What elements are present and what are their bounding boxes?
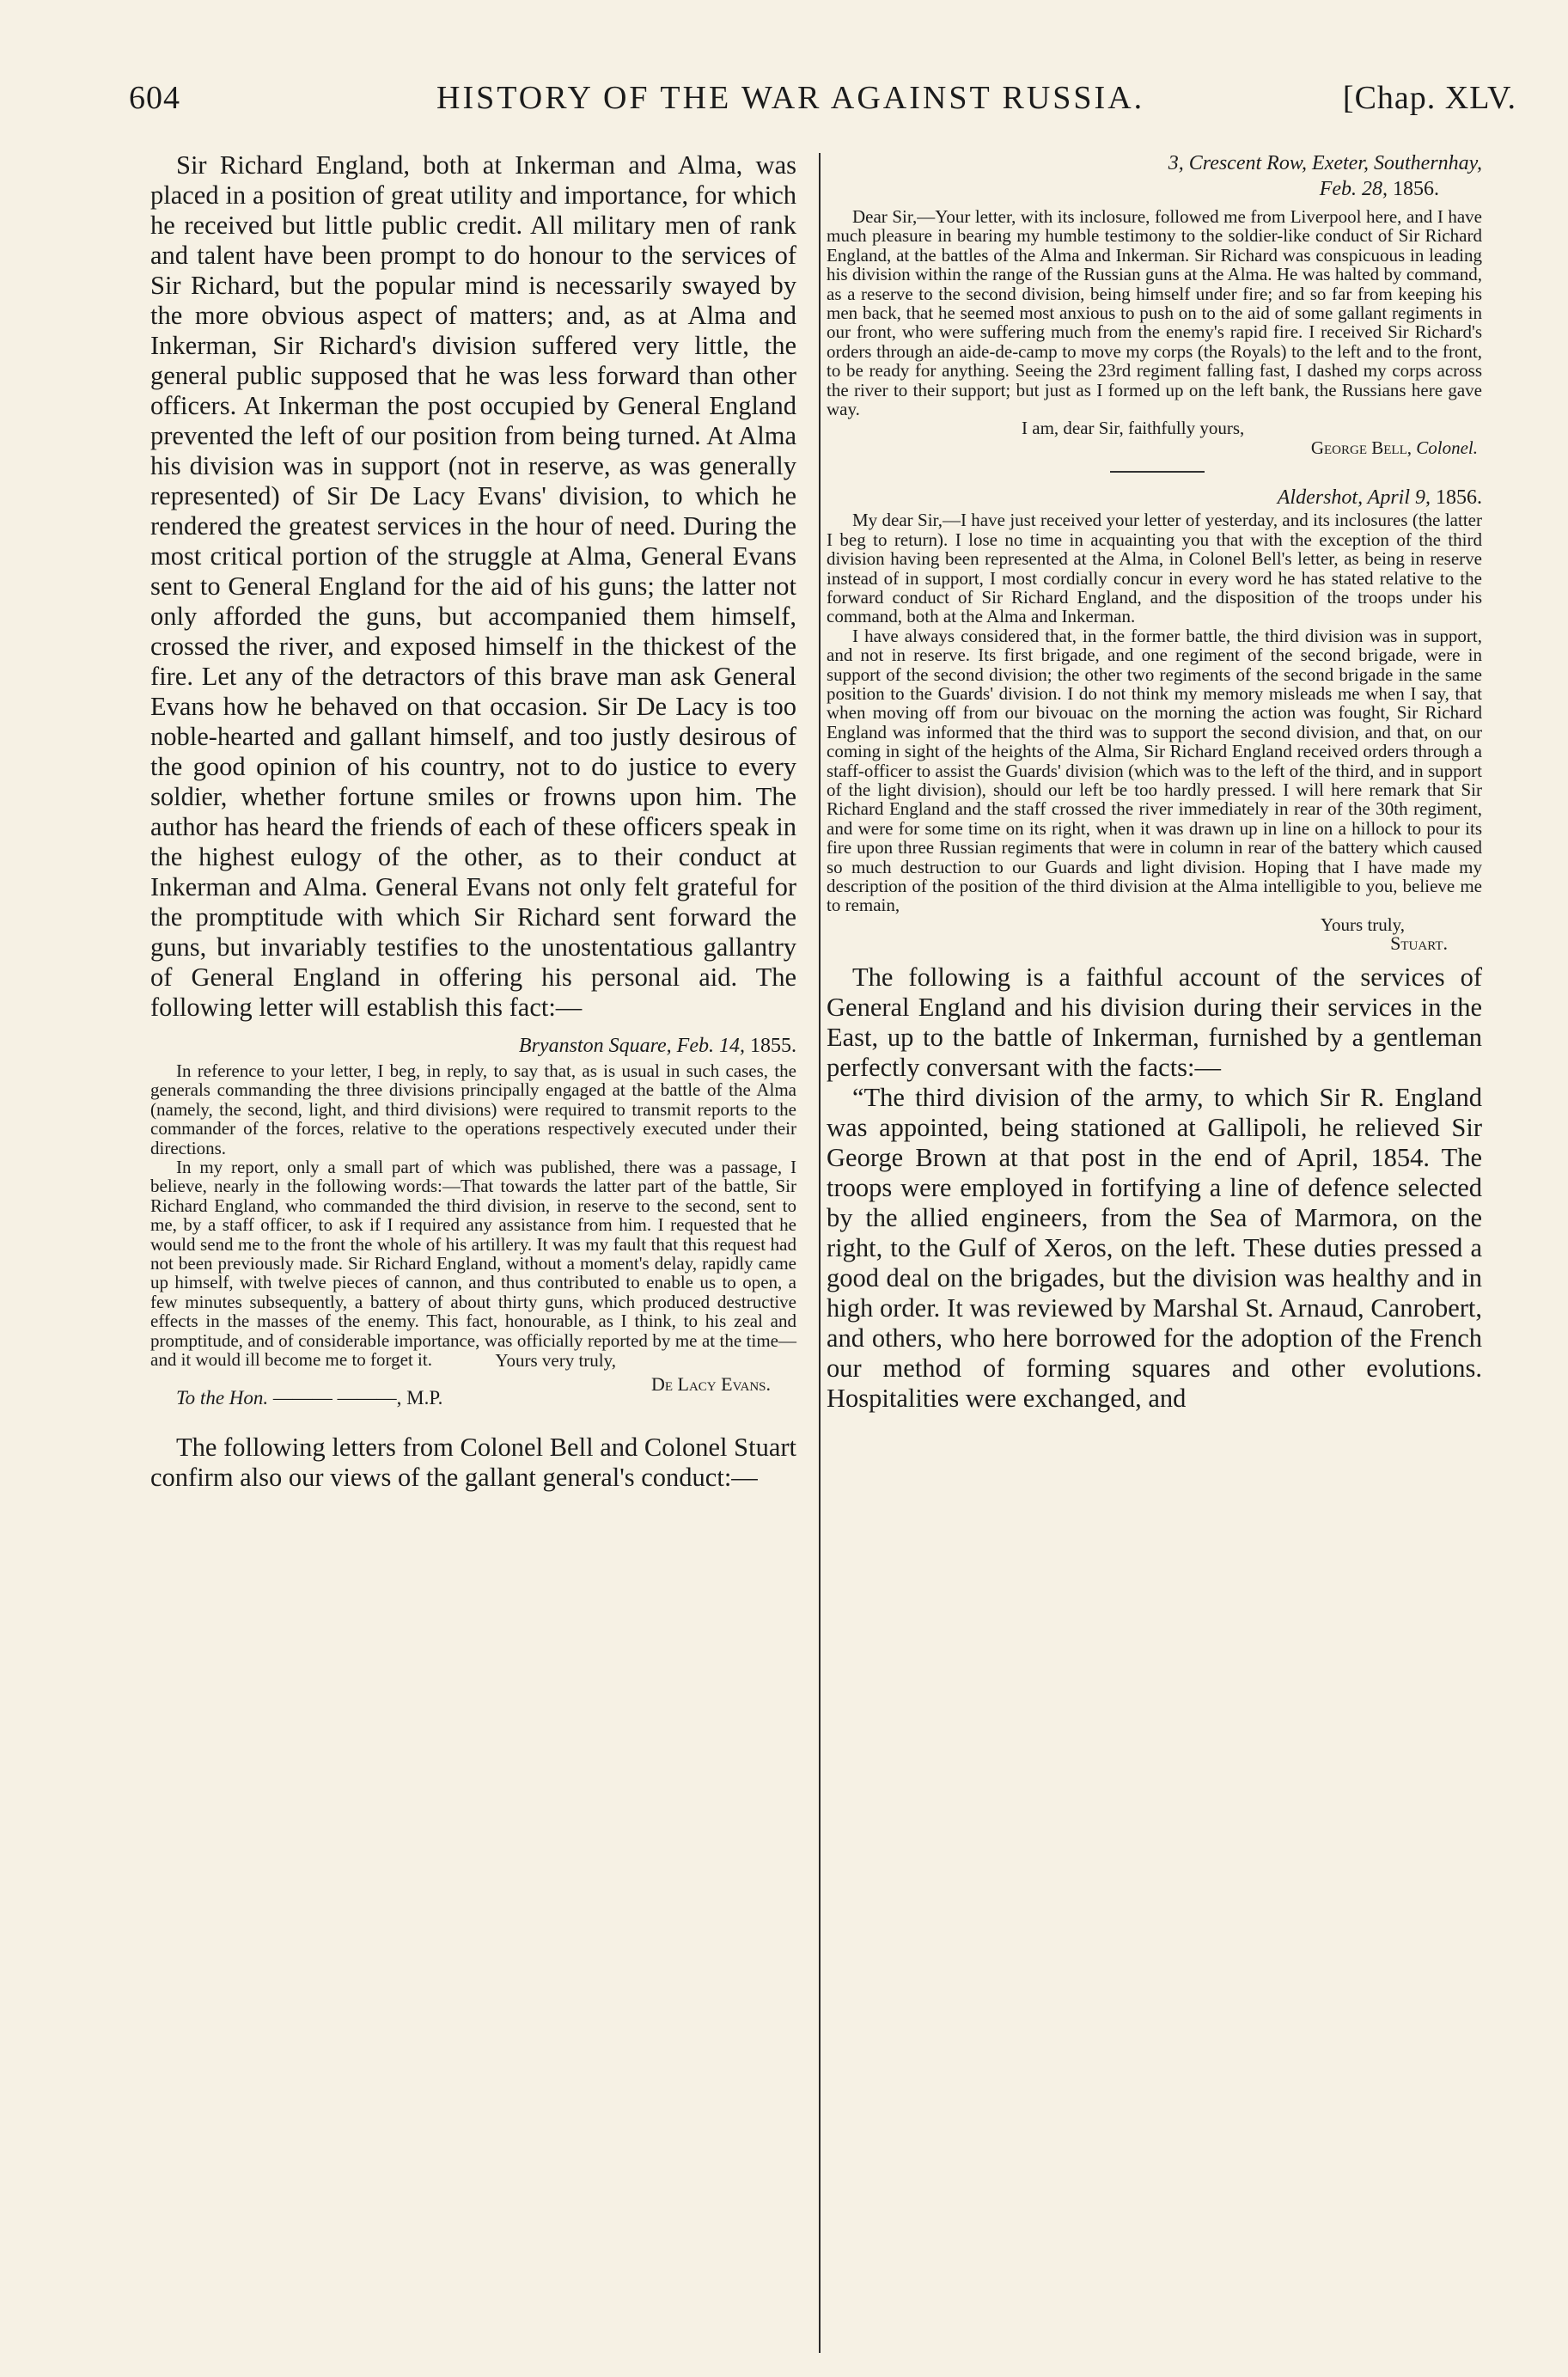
letter-signature	[827, 438, 1482, 457]
letter-paragraph: My dear Sir,—I have just received your letter of yesterday, and its inclosures (the latter I beg to return). I lose no time in acquainting you that with the exception of the third division having been represented at the Alma, in Colonel Bell's letter, as being in reserve instead of in support, I most cordially concur in every word he has stated relative to the forward conduct of Sir Richard England, and the disposition of the troops under his command, both at the Alma and Inkerman.	[827, 510, 1482, 627]
dateline-year: 1856.	[1436, 486, 1482, 510]
letter-paragraph: I have always considered that, in the former battle, the third division was in support, and not in reserve. Its first brigade, and one regiment of the second brigade, were in support of the second division; the other two regiments of the second brigade in the same position to the Guards' division. I do not think my memory misleads me when I say, that when moving off from our bivouac on the morning the action was fought, Sir Richard England was informed that the third was to support the second division, and that, on our coming in sight of the heights of the Alma, Sir Richard England received orders through a staff-officer to assist the Guards' division (which was to the left of the third, and in support of the light division), should our left be too hardly pressed. I will here remark that Sir Richard England and the staff crossed the river immediately in rear of the 30th regiment, and were for some time on its right, when it was drawn up in line on a hillock to pour its fire upon three Russian regiments that were in column in rear of the battery which caused so much destruction to our Guards and light division. Hoping that I have made my description of the position of the third division at the Alma intelligible to you, believe me to remain,	[827, 625, 1482, 916]
dateline-address: 3, Crescent Row, Exeter, Southernhay,	[1168, 152, 1482, 174]
column-divider	[819, 153, 821, 2353]
letter-dateline	[150, 1033, 796, 1059]
letter-signature: De Lacy Evans.	[650, 1372, 771, 1395]
right-column	[827, 150, 1482, 1414]
section-separator	[1110, 471, 1205, 473]
dateline-year: 1855.	[750, 1035, 796, 1057]
letter-closing: Yours truly,	[1320, 914, 1405, 935]
chapter-label: [Chap. XLV.	[1342, 80, 1516, 116]
dateline-year: 1856.	[1393, 178, 1439, 200]
dateline-place: Aldershot, April 9,	[1277, 486, 1431, 510]
letter-paragraph: In reference to your letter, I beg, in reply, to say that, as is usual in such cases, the generals commanding the three divisions principally engaged at the battle of the Alma (namely, the second, light, and third divisions) were required to transmit reports to the commander of the forces, relative to the operations respectively executed under their directions.	[150, 1060, 796, 1158]
running-title: HISTORY OF THE WAR AGAINST RUSSIA.	[436, 80, 1145, 116]
addressee-label: To the Hon.	[176, 1387, 269, 1409]
main-paragraph: Sir Richard England, both at Inkerman and Alma, was placed in a position of great utility and importance, for which he received but little public credit. All military men of rank and talent have been prompt to do honour to the services of Sir Richard, but the popular mind is necessarily swayed by the more obvious aspect of matters; and, as at Alma and Inkerman, Sir Richard's division suffered very little, the general public supposed that he was less forward than other officers. At Inkerman the post occupied by General England prevented the left of our position from being turned. At Alma his division was in support (not in reserve, as was generally represented) of Sir De Lacy Evans' division, to which he rendered the greatest services in the hour of need. During the most critical portion of the struggle at Alma, General Evans sent to General England for the aid of his guns; the latter not only afforded the guns, but accompanied them himself, crossed the river, and exposed himself in the thickest of the fire. Let any of the detractors of this brave man ask General Evans how he behaved on that occasion. Sir De Lacy is too noble-hearted and gallant himself, and too justly desirous of the good opinion of his country, not to do justice to every soldier, whether fortune smiles or frowns upon him. The author has heard the friends of each of these officers speak in the highest eulogy of the other, as to their conduct at Inkerman and Alma. General Evans not only felt grateful for the promptitude with which Sir Richard sent forward the guns, but invariably testifies to the unostentatious gallantry of General England in offering his personal aid. The following letter will establish this fact:—	[150, 150, 796, 1022]
closing-paragraph: The following letters from Colonel Bell and Colonel Stuart confirm also our views of the gallant general's conduct:—	[150, 1432, 796, 1492]
letter-paragraph: Dear Sir,—Your letter, with its inclosure, followed me from Liverpool here, and I have much pleasure in bearing my humble testimony to the soldier-like conduct of Sir Richard England, at the battles of the Alma and Inkerman. Sir Richard was conspicuous in leading his division within the range of the Russian guns at the Alma. He was halted by command, as a reserve to the second division, being himself under fire; and so far from keeping his men back, that he seemed most anxious to push on to the aid of some gallant regiments in our front, who were suffering much from the enemy's rapid fire. I received Sir Richard's orders through an aide-de-camp to move my corps (the Royals) to the left and to the front, to be ready for anything. Seeing the 23rd regiment falling fast, I dashed my corps across the river to their support; but just as I formed up on the left bank, the Russians here gave way.	[827, 206, 1482, 420]
letter-closing: Yours very truly,	[495, 1349, 616, 1371]
running-header	[129, 79, 1516, 131]
left-column	[150, 150, 796, 1493]
intro-paragraph: The following is a faithful account of the services of General England and his division during their services in the East, up to the battle of Inkerman, furnished by a gentleman perfectly conversant with the facts:—	[827, 962, 1482, 1082]
addressee-suffix: M.P.	[406, 1387, 443, 1409]
signature-title: Colonel.	[1416, 437, 1478, 458]
dateline-date: Feb. 28,	[1319, 178, 1388, 200]
letter-closing: I am, dear Sir, faithfully yours,	[1022, 418, 1245, 439]
letter-signature: Stuart.	[1390, 932, 1448, 955]
account-paragraph: “The third division of the army, to which Sir R. England was appointed, being stationed at Gallipoli, he relieved Sir George Brown at that post in the end of April, 1854. The troops were employed in fortifying a line of defence selected by the allied engineers, from the Sea of Marmora, on the right, to the Gulf of Xeros, on the left. These duties pressed a good deal on the brigades, but the division was healthy and in high order. It was reviewed by Marshal St. Arnaud, Canrobert, and others, who here borrowed for the adoption of the French our method of forming squares and other evolutions. Hospitalities were exchanged, and	[827, 1082, 1482, 1413]
signature-name: George Bell,	[1310, 437, 1412, 458]
letter-dateline	[827, 485, 1482, 510]
addressee-blank: ——— ———,	[272, 1387, 402, 1409]
letter-paragraph: In my report, only a small part of which was published, there was a passage, I believe, nearly in the following words:—That towards the latter part of the battle, Sir Richard England, who commanded the third division, in reserve to the second, sent to me, by a staff officer, to ask if I required any assistance from him. I requested that he would send me to the front the whole of his artillery. It was my fault that this request had not been previously made. Sir Richard England, without a moment's delay, rapidly came up himself, with twelve pieces of cannon, and thus contributed to enable us to open, a few minutes subsequently, a battery of about thirty guns, which produced destructive effects in the masses of the enemy. This fact, honourable, as I think, to his zeal and promptitude, and of considerable importance, was officially reported by me at the time—and it would ill become me to forget it.	[150, 1157, 796, 1371]
letter-dateline-date	[827, 176, 1439, 202]
dateline-place: Bryanston Square, Feb. 14,	[518, 1035, 745, 1057]
letter-dateline	[827, 150, 1482, 176]
page-number: 604	[129, 80, 180, 116]
